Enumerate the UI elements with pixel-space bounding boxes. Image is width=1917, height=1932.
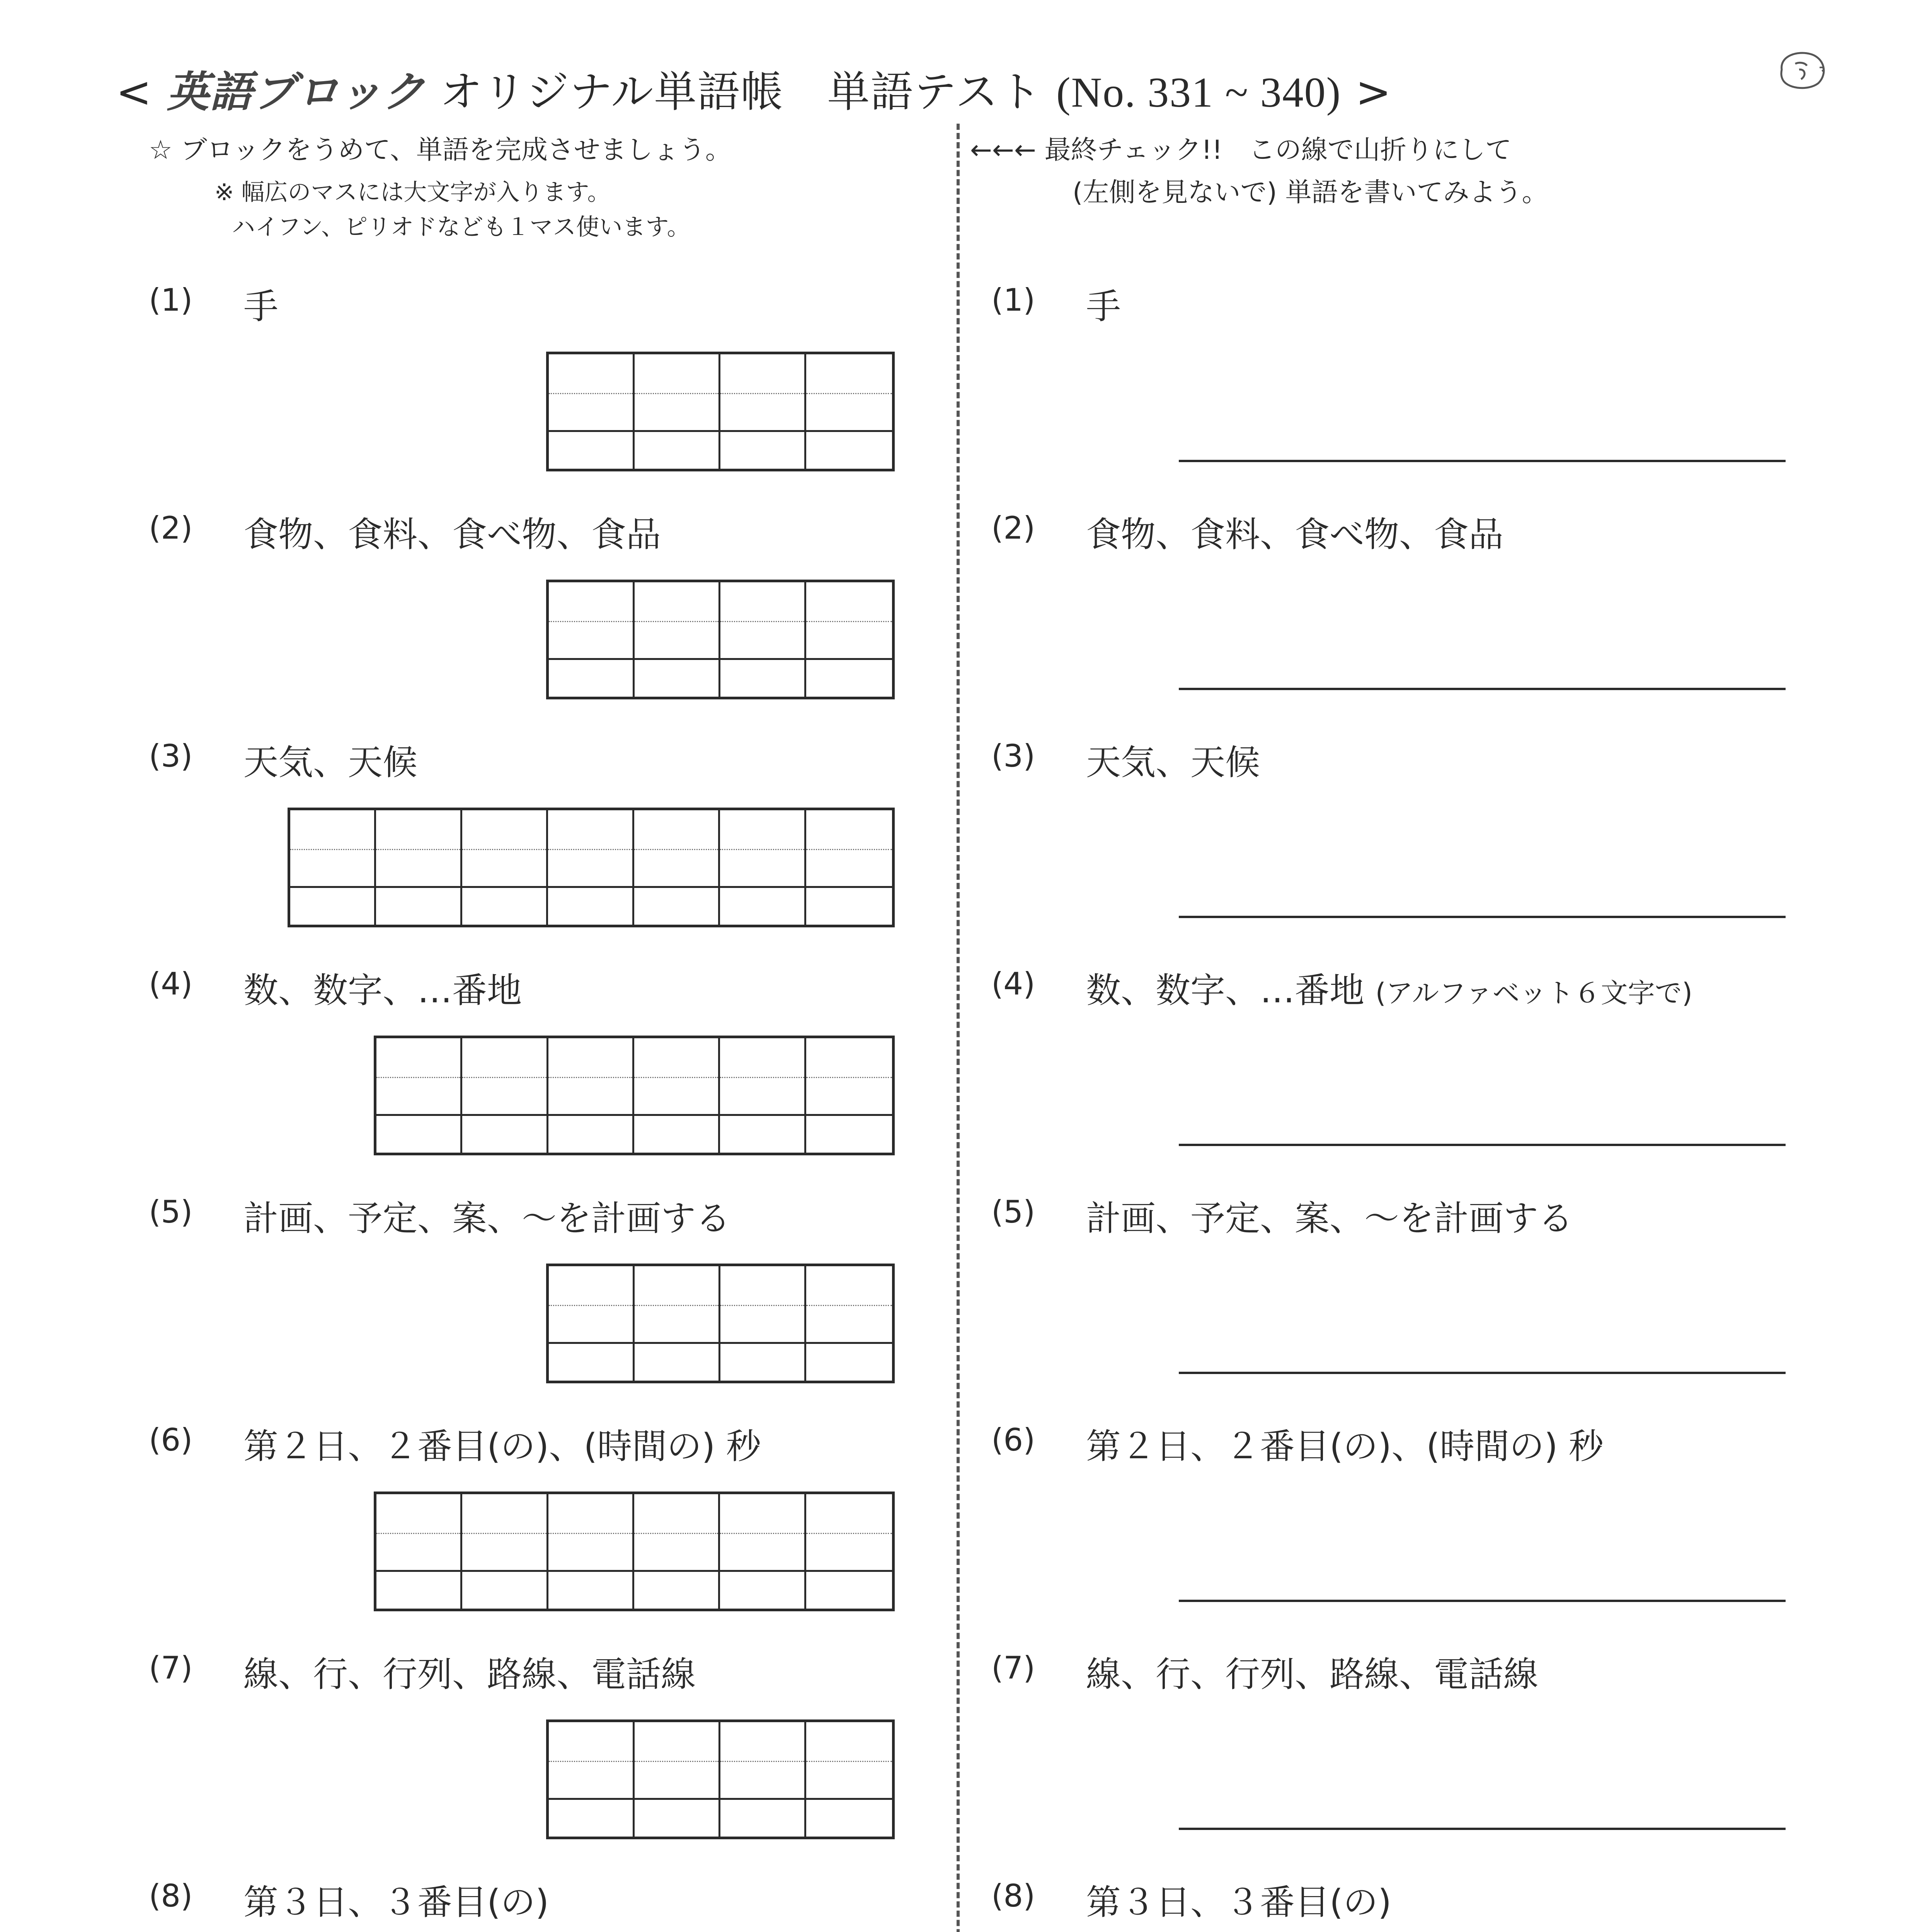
right-question-number: (3) bbox=[991, 738, 1035, 774]
letter-cell[interactable] bbox=[806, 354, 892, 469]
letter-block-grid bbox=[546, 352, 895, 471]
right-question-number: (1) bbox=[991, 282, 1035, 318]
letter-cell[interactable] bbox=[635, 354, 720, 469]
letter-cell[interactable] bbox=[462, 1038, 548, 1153]
answer-write-line[interactable] bbox=[1179, 1372, 1786, 1374]
right-question-number: (4) bbox=[991, 966, 1035, 1002]
right-instruction-line1: ←←← 最終チェック!! この線で山折りにして bbox=[970, 135, 1512, 165]
question-number: (3) bbox=[149, 738, 193, 774]
right-question-text bbox=[1086, 278, 1121, 328]
right-instruction-line2: (左側を見ないで) 単語を書いてみよう。 bbox=[1073, 177, 1548, 208]
letter-block-grid bbox=[374, 1492, 895, 1611]
letter-cell[interactable] bbox=[634, 810, 720, 925]
letter-cell[interactable] bbox=[635, 1722, 720, 1837]
letter-cell[interactable] bbox=[806, 1038, 892, 1153]
letter-cell[interactable] bbox=[635, 1266, 720, 1381]
title-text: オリジナル単語帳 単語テスト bbox=[439, 67, 1042, 117]
letter-block-grid bbox=[546, 1719, 895, 1839]
title-open-bracket: < bbox=[116, 67, 153, 117]
right-question-text bbox=[1086, 1418, 1604, 1468]
letter-cell[interactable] bbox=[720, 582, 806, 697]
letter-cell[interactable] bbox=[720, 1266, 806, 1381]
right-question-text bbox=[1086, 734, 1260, 784]
letter-cell[interactable] bbox=[376, 1038, 462, 1153]
question-text: 第２日、２番目(の)、(時間の) 秒 bbox=[243, 1426, 761, 1467]
right-question-label: 数、数字、…番地 bbox=[1086, 970, 1364, 1011]
fold-line bbox=[957, 124, 960, 1932]
question-number: (1) bbox=[149, 282, 193, 318]
letter-cell[interactable] bbox=[635, 582, 720, 697]
mascot-icon bbox=[1774, 46, 1832, 93]
letter-cell[interactable] bbox=[720, 810, 806, 925]
letter-cell[interactable] bbox=[549, 1722, 635, 1837]
right-question-text bbox=[1086, 1190, 1573, 1240]
letter-cell[interactable] bbox=[376, 1494, 462, 1609]
letter-cell[interactable] bbox=[720, 1494, 806, 1609]
letter-cell[interactable] bbox=[634, 1038, 720, 1153]
answer-write-line[interactable] bbox=[1179, 460, 1786, 462]
letter-cell[interactable] bbox=[720, 1722, 806, 1837]
question-text: 数、数字、…番地 bbox=[243, 970, 522, 1011]
letter-cell[interactable] bbox=[634, 1494, 720, 1609]
letter-cell[interactable] bbox=[806, 1266, 892, 1381]
right-question-text bbox=[1086, 962, 1692, 1012]
answer-write-line[interactable] bbox=[1179, 916, 1786, 918]
answer-write-line[interactable] bbox=[1179, 1144, 1786, 1146]
question-number: (6) bbox=[149, 1422, 193, 1458]
question-text: 線、行、行列、路線、電話線 bbox=[243, 1654, 696, 1695]
question-number: (7) bbox=[149, 1650, 193, 1686]
answer-write-line[interactable] bbox=[1179, 1600, 1786, 1602]
brand-logo-text: 英語ブロック bbox=[167, 67, 426, 117]
right-question-label: 天気、天候 bbox=[1086, 742, 1260, 783]
right-question-label: 線、行、行列、路線、電話線 bbox=[1086, 1654, 1538, 1695]
right-question-label: 第３日、３番目(の) bbox=[1086, 1882, 1392, 1923]
page-title bbox=[116, 58, 1392, 119]
question-text: 天気、天候 bbox=[243, 742, 417, 783]
letter-block-grid bbox=[546, 580, 895, 699]
letter-cell[interactable] bbox=[548, 1038, 634, 1153]
question-text: 第３日、３番目(の) bbox=[243, 1882, 549, 1923]
letter-cell[interactable] bbox=[806, 582, 892, 697]
right-question-number: (2) bbox=[991, 510, 1035, 546]
letter-cell[interactable] bbox=[462, 810, 548, 925]
right-question-hint: (アルファベット６文字で) bbox=[1375, 977, 1693, 1009]
letter-cell[interactable] bbox=[549, 1266, 635, 1381]
right-question-label: 計画、予定、案、～を計画する bbox=[1086, 1198, 1573, 1239]
question-text: 手 bbox=[243, 286, 278, 327]
letter-cell[interactable] bbox=[548, 810, 634, 925]
letter-cell[interactable] bbox=[290, 810, 376, 925]
letter-cell[interactable] bbox=[548, 1494, 634, 1609]
letter-cell[interactable] bbox=[806, 810, 892, 925]
answer-write-line[interactable] bbox=[1179, 1828, 1786, 1830]
letter-block-grid bbox=[546, 1264, 895, 1383]
letter-cell[interactable] bbox=[806, 1494, 892, 1609]
question-number: (8) bbox=[149, 1878, 193, 1914]
letter-block-grid bbox=[374, 1036, 895, 1155]
question-number: (2) bbox=[149, 510, 193, 546]
question-text: 計画、予定、案、～を計画する bbox=[243, 1198, 730, 1239]
letter-cell[interactable] bbox=[720, 1038, 806, 1153]
question-text: 食物、食料、食べ物、食品 bbox=[243, 514, 661, 555]
letter-cell[interactable] bbox=[549, 582, 635, 697]
letter-cell[interactable] bbox=[720, 354, 806, 469]
right-question-label: 食物、食料、食べ物、食品 bbox=[1086, 514, 1503, 555]
question-number: (4) bbox=[149, 966, 193, 1002]
letter-cell[interactable] bbox=[806, 1722, 892, 1837]
right-question-label: 手 bbox=[1086, 286, 1121, 327]
right-question-number: (5) bbox=[991, 1194, 1035, 1230]
right-question-text bbox=[1086, 1646, 1538, 1696]
right-question-number: (8) bbox=[991, 1878, 1035, 1914]
instruction-note-1: ※ 幅広のマスには大文字が入ります。 bbox=[215, 179, 611, 206]
right-question-label: 第２日、２番目(の)、(時間の) 秒 bbox=[1086, 1426, 1604, 1467]
title-close-bracket: > bbox=[1355, 67, 1392, 117]
letter-cell[interactable] bbox=[549, 354, 635, 469]
letter-cell[interactable] bbox=[376, 810, 462, 925]
title-range: (No. 331 ~ 340) bbox=[1056, 69, 1342, 116]
right-question-number: (7) bbox=[991, 1650, 1035, 1686]
right-question-text bbox=[1086, 1874, 1391, 1924]
right-question-number: (6) bbox=[991, 1422, 1035, 1458]
question-number: (5) bbox=[149, 1194, 193, 1230]
letter-cell[interactable] bbox=[462, 1494, 548, 1609]
answer-write-line[interactable] bbox=[1179, 688, 1786, 690]
instruction-note-2: ハイフン、ピリオドなども１マス使います。 bbox=[232, 214, 690, 241]
letter-block-grid bbox=[288, 808, 895, 927]
left-instruction: ☆ ブロックをうめて、単語を完成させましょう。 bbox=[149, 135, 732, 165]
right-question-text bbox=[1086, 506, 1503, 556]
